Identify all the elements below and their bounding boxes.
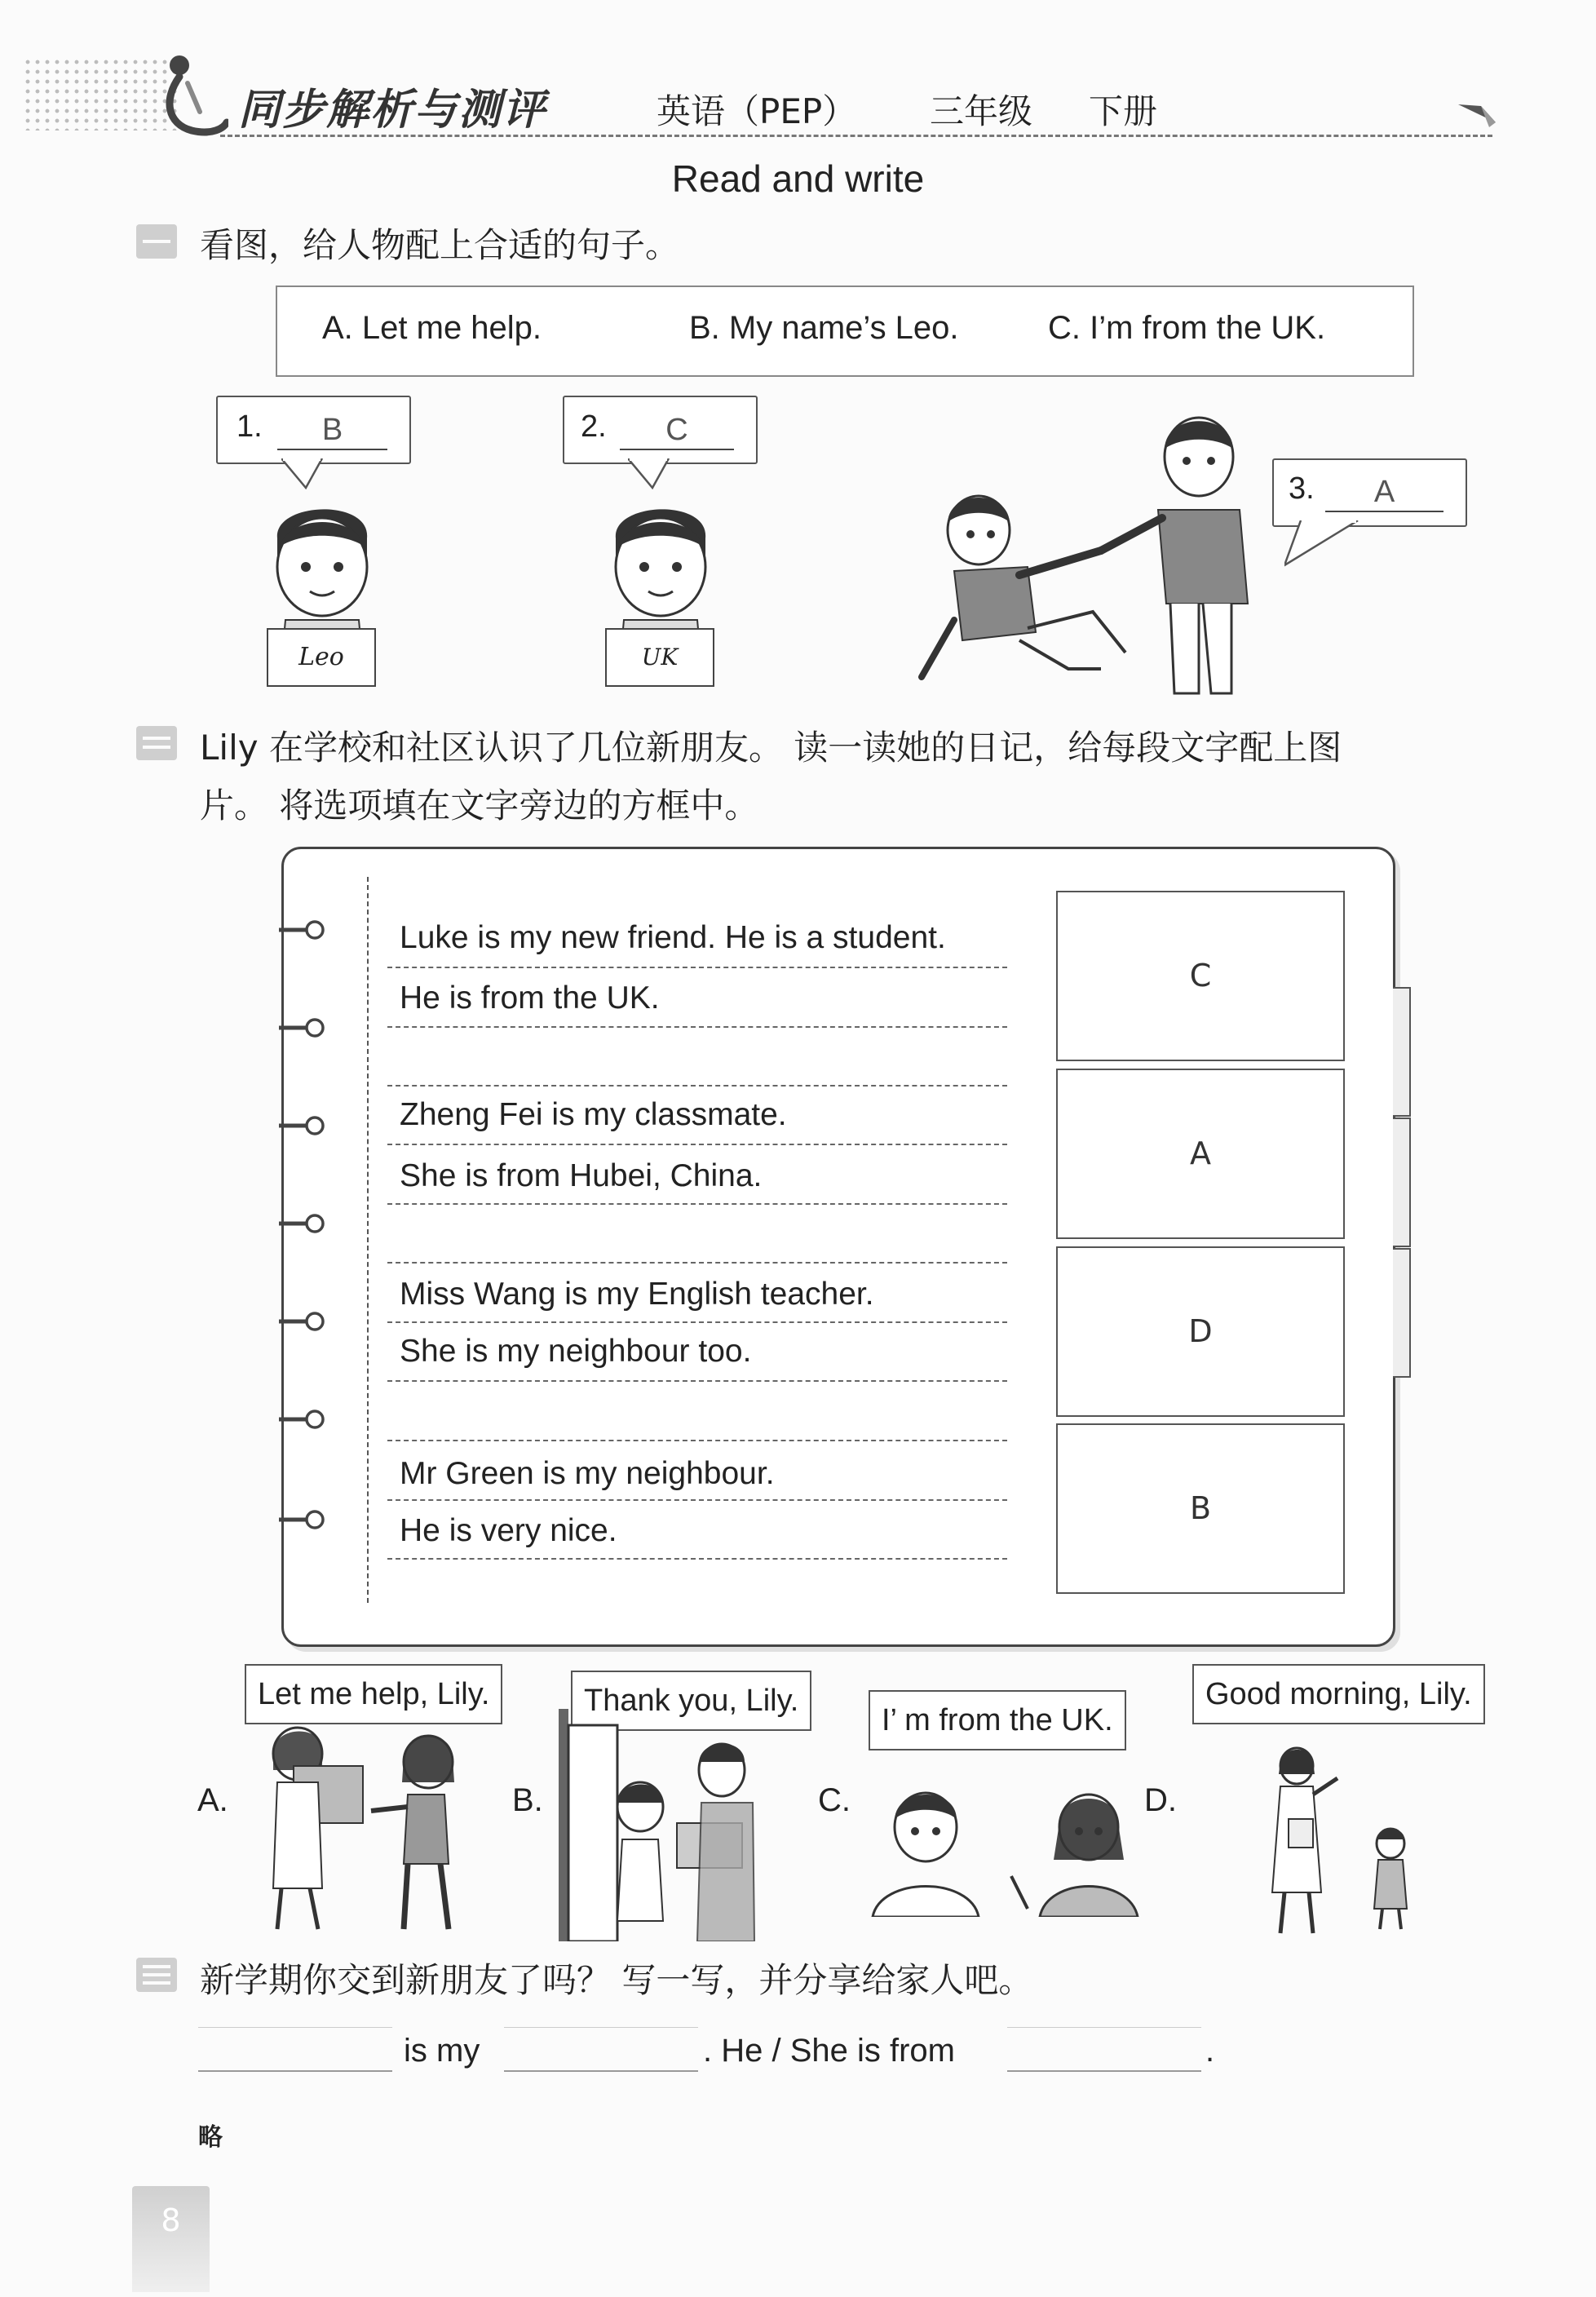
answer-box-2[interactable]	[1056, 1069, 1345, 1239]
dashed-line	[387, 1440, 1007, 1441]
grade-label: 三年级	[930, 91, 1033, 131]
picture-d-speech: Good morning, Lily.	[1192, 1664, 1485, 1724]
diary-entry-1-line2: He is from the UK.	[400, 980, 660, 1016]
notebook-margin-line	[367, 877, 369, 1603]
dashed-line	[387, 1499, 1007, 1501]
answer-box-4[interactable]	[1056, 1423, 1345, 1594]
runner-logo-icon	[155, 51, 228, 140]
picture-b-letter: B.	[512, 1782, 543, 1818]
relationship-field[interactable]	[504, 2027, 698, 2072]
page-title: Read and write	[671, 157, 925, 200]
page-number-tab	[132, 2186, 210, 2292]
name-sign-uk: UK	[605, 628, 714, 687]
item-number-3: 3.	[1289, 471, 1315, 506]
page-number: 8	[161, 2202, 181, 2238]
volume-label: 下册	[1089, 91, 1158, 131]
name-sign-leo: Leo	[267, 628, 376, 687]
section-one-instruction: 看图，给人物配上合适的句子。	[200, 225, 680, 265]
notebook-ring-icon	[276, 1305, 328, 1338]
dashed-line	[387, 1321, 1007, 1323]
dashed-line	[387, 967, 1007, 968]
bubble-tail	[281, 458, 330, 489]
notebook-tab	[1393, 987, 1411, 1117]
diary-entry-3-line1: Miss Wang is my English teacher.	[400, 1277, 874, 1312]
answer-box-1[interactable]	[1056, 891, 1345, 1061]
teacher-and-girl-illustration	[1248, 1746, 1448, 1941]
picture-d-letter: D.	[1144, 1782, 1177, 1818]
brand-title: 同步解析与测评	[238, 86, 547, 135]
diary-entry-3-line2: She is my neighbour too.	[400, 1334, 752, 1369]
answer-box-4-value: B	[1189, 1490, 1212, 1526]
section-three-marker	[136, 1958, 177, 1992]
dashed-line	[387, 1558, 1007, 1560]
answer-box-1-value: C	[1189, 958, 1212, 994]
he-she-is-from-text: . He / She is from	[703, 2033, 955, 2069]
section-one-marker	[136, 224, 177, 259]
dashed-line	[387, 1380, 1007, 1382]
answer-box-2-value: A	[1190, 1135, 1211, 1171]
section-two-instruction-line2: 片。 将选项填在文字旁边的方框中。	[200, 786, 759, 825]
friend-name-field[interactable]	[198, 2027, 392, 2072]
diary-entry-2-line2: She is from Hubei, China.	[400, 1158, 763, 1193]
answer-box-3-value: D	[1188, 1313, 1213, 1349]
section-two-instruction-line1: Lily 在学校和社区认识了几位新朋友。 读一读她的日记，给每段文字配上图	[200, 728, 1342, 768]
dashed-line	[387, 1203, 1007, 1205]
option-a: A. Let me help.	[322, 310, 542, 346]
sentence-end-period: .	[1205, 2033, 1215, 2069]
is-my-text: is my	[404, 2033, 480, 2069]
notebook-ring-icon	[276, 1207, 328, 1240]
notebook-ring-icon	[276, 1403, 328, 1436]
option-b: B. My name’s Leo.	[689, 310, 959, 346]
subject-label: 英语（PEP）	[657, 91, 857, 131]
picture-a-speech: Let me help, Lily.	[245, 1664, 502, 1724]
notebook-tab	[1393, 1118, 1411, 1247]
diary-entry-1-line1: Luke is my new friend. He is a student.	[400, 920, 946, 955]
answer-blank-2[interactable]: C	[620, 413, 734, 450]
boy-helping-friend-illustration	[905, 408, 1272, 701]
dashed-line	[387, 1085, 1007, 1087]
notebook-ring-icon	[276, 1011, 328, 1044]
notebook-ring-icon	[276, 1109, 328, 1142]
item-number-2: 2.	[581, 409, 607, 444]
dashed-line	[387, 1144, 1007, 1145]
answer-box-3[interactable]	[1056, 1246, 1345, 1417]
option-c: C. I’m from the UK.	[1048, 310, 1326, 346]
dashed-line	[387, 1026, 1007, 1028]
answer-blank-3[interactable]: A	[1325, 475, 1443, 512]
picture-b-speech: Thank you, Lily.	[571, 1671, 811, 1731]
diary-entry-4-line1: Mr Green is my neighbour.	[400, 1456, 775, 1491]
bubble-tail	[628, 458, 677, 489]
section-three-instruction: 新学期你交到新朋友了吗？ 写一写，并分享给家人吧。	[200, 1960, 1033, 2000]
picture-c-letter: C.	[818, 1782, 851, 1818]
paper-plane-icon	[1457, 98, 1497, 131]
notebook-ring-icon	[276, 914, 328, 946]
item-number-1: 1.	[237, 409, 263, 444]
answer-blank-1[interactable]: B	[277, 413, 387, 450]
diary-entry-4-line2: He is very nice.	[400, 1513, 617, 1548]
answer-note: 略	[198, 2123, 223, 2152]
diary-entry-2-line1: Zheng Fei is my classmate.	[400, 1097, 787, 1132]
section-two-marker	[136, 726, 177, 760]
picture-c-speech: I’ m from the UK.	[869, 1690, 1126, 1750]
girl-opening-door-illustration	[559, 1709, 779, 1941]
picture-a-letter: A.	[197, 1782, 228, 1818]
notebook-ring-icon	[276, 1503, 328, 1536]
girl-helping-carry-books-illustration	[241, 1725, 485, 1941]
header-divider	[220, 135, 1492, 137]
notebook-tab	[1393, 1248, 1411, 1378]
dashed-line	[387, 1262, 1007, 1264]
boy-and-girl-greeting-illustration	[864, 1786, 1150, 1917]
bubble-tail	[1284, 520, 1382, 569]
hometown-field[interactable]	[1007, 2027, 1201, 2072]
